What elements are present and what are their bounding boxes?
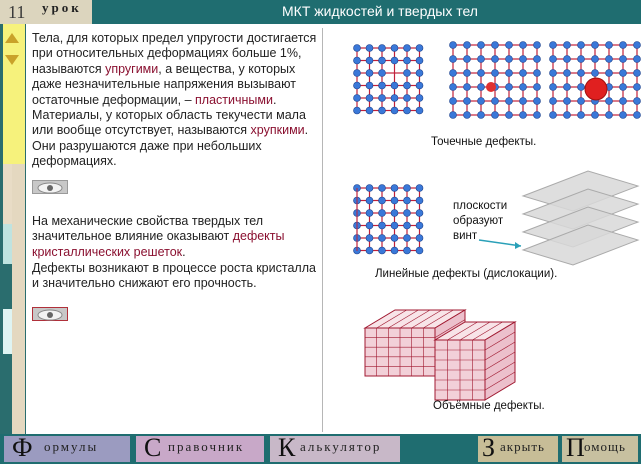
atom xyxy=(506,42,513,49)
atom xyxy=(464,84,471,91)
atom xyxy=(550,112,557,119)
highlighted-term[interactable]: хрупкими xyxy=(250,123,305,138)
atom xyxy=(450,42,457,49)
point-defects-caption: Точечные дефекты. xyxy=(431,136,537,148)
atom xyxy=(366,107,373,114)
atom xyxy=(550,56,557,63)
atom xyxy=(379,235,386,242)
atom xyxy=(606,56,613,63)
calculator-label: алькулятор xyxy=(300,439,382,454)
atom xyxy=(416,45,423,52)
atom xyxy=(620,84,627,91)
atom xyxy=(534,70,541,77)
atom xyxy=(366,247,373,254)
atom xyxy=(366,82,373,89)
atom xyxy=(620,112,627,119)
reference-initial: С xyxy=(144,433,162,462)
atom xyxy=(379,45,386,52)
close-button[interactable] xyxy=(478,433,558,462)
atom xyxy=(534,84,541,91)
atom xyxy=(534,112,541,119)
atom xyxy=(464,70,471,77)
atom xyxy=(620,70,627,77)
atom xyxy=(416,70,423,77)
atom xyxy=(404,197,411,204)
atom xyxy=(464,98,471,105)
atom xyxy=(478,70,485,77)
close-initial: З xyxy=(482,433,496,462)
atom xyxy=(578,98,585,105)
atom xyxy=(416,107,423,114)
atom xyxy=(366,70,373,77)
atom xyxy=(404,107,411,114)
atom xyxy=(564,56,571,63)
atom xyxy=(404,57,411,64)
atom xyxy=(404,95,411,102)
atom xyxy=(416,222,423,229)
reference-label: правочник xyxy=(168,439,245,454)
page-title: МКТ жидкостей и твердых тел xyxy=(282,3,478,19)
atom xyxy=(520,42,527,49)
atom xyxy=(520,70,527,77)
atom xyxy=(379,95,386,102)
formulas-label: ормулы xyxy=(44,439,99,454)
eye-icon[interactable] xyxy=(32,307,68,321)
atom xyxy=(578,112,585,119)
atom xyxy=(492,56,499,63)
atom xyxy=(478,84,485,91)
atom xyxy=(564,84,571,91)
atom xyxy=(404,82,411,89)
calculator-initial: К xyxy=(278,433,296,462)
atom xyxy=(464,56,471,63)
atom xyxy=(506,70,513,77)
paragraph-defects-growth: Дефекты возникают в процессе роста кристалла и значительно снижают его прочность. xyxy=(32,261,316,291)
atom xyxy=(366,235,373,242)
atom xyxy=(492,42,499,49)
screw-label-3: винт xyxy=(453,230,478,242)
atom xyxy=(416,235,423,242)
atom xyxy=(366,45,373,52)
text-fragment: . xyxy=(182,244,186,259)
highlighted-term[interactable]: дефекты кристаллических решеток xyxy=(32,229,285,259)
volume-defects-illustration xyxy=(361,288,541,403)
atom xyxy=(416,197,423,204)
atom xyxy=(416,57,423,64)
formulas-button[interactable] xyxy=(4,433,130,462)
atom xyxy=(354,95,361,102)
help-label: омощь xyxy=(584,439,626,454)
atom xyxy=(464,42,471,49)
atom xyxy=(379,82,386,89)
highlighted-term[interactable]: упругими xyxy=(105,61,159,76)
atom xyxy=(379,247,386,254)
atom xyxy=(366,210,373,217)
atom xyxy=(564,112,571,119)
atom xyxy=(404,210,411,217)
atom xyxy=(450,70,457,77)
help-initial: П xyxy=(566,433,585,462)
volume-defects-caption: Объёмные дефекты. xyxy=(433,400,545,412)
reference-button[interactable] xyxy=(136,433,264,462)
atom xyxy=(391,197,398,204)
atom xyxy=(391,57,398,64)
atom xyxy=(379,222,386,229)
atom xyxy=(391,247,398,254)
screw-label-1: плоскости xyxy=(453,200,508,212)
atom xyxy=(534,42,541,49)
atom xyxy=(492,98,499,105)
lesson-word: урок xyxy=(42,0,82,15)
atom xyxy=(506,84,513,91)
atom xyxy=(520,56,527,63)
atom xyxy=(492,112,499,119)
atom xyxy=(606,98,613,105)
atom xyxy=(478,112,485,119)
atom xyxy=(506,98,513,105)
atom xyxy=(391,222,398,229)
atom xyxy=(578,70,585,77)
atom xyxy=(379,107,386,114)
scroll-up-arrow-icon[interactable] xyxy=(5,33,19,43)
atom xyxy=(391,210,398,217)
atom xyxy=(478,98,485,105)
atom xyxy=(620,56,627,63)
atom xyxy=(550,42,557,49)
atom xyxy=(550,98,557,105)
atom xyxy=(366,185,373,192)
interstitial-atom xyxy=(486,82,496,92)
atom xyxy=(534,56,541,63)
atom xyxy=(404,222,411,229)
atom xyxy=(366,222,373,229)
lesson-number: 11 xyxy=(8,2,26,22)
pointer-arrowhead xyxy=(515,242,521,249)
linear-defects-caption: Линейные дефекты (дислокации). xyxy=(375,268,558,280)
atom xyxy=(450,112,457,119)
atom xyxy=(564,70,571,77)
atom xyxy=(520,98,527,105)
atom xyxy=(404,70,411,77)
atom xyxy=(492,70,499,77)
atom xyxy=(404,247,411,254)
highlighted-term[interactable]: пластичными xyxy=(195,92,273,107)
figures-panel xyxy=(322,28,637,432)
atom xyxy=(464,112,471,119)
atom xyxy=(634,98,641,105)
atom xyxy=(391,235,398,242)
lesson-indicator xyxy=(0,0,92,24)
atom xyxy=(379,70,386,77)
atom xyxy=(391,95,398,102)
pointer-line xyxy=(479,240,521,246)
atom xyxy=(379,185,386,192)
atom xyxy=(366,95,373,102)
atom xyxy=(606,112,613,119)
atom xyxy=(634,84,641,91)
atom xyxy=(379,57,386,64)
atom xyxy=(354,57,361,64)
atom xyxy=(416,185,423,192)
atom xyxy=(634,56,641,63)
atom xyxy=(366,197,373,204)
atom xyxy=(564,98,571,105)
block-group xyxy=(365,310,515,400)
text-fragment: . Материалы, у которых область текучести мала или вообще отсутствует, называются xyxy=(32,92,306,138)
atom xyxy=(520,112,527,119)
atom xyxy=(620,98,627,105)
atom xyxy=(550,84,557,91)
atom xyxy=(391,82,398,89)
text-fragment: , а вещества, у которых даже незначительные напряжения вызывают остаточные деформации, – xyxy=(32,61,296,107)
substitution-atom xyxy=(585,78,607,100)
atom xyxy=(404,45,411,52)
atom xyxy=(620,42,627,49)
atom xyxy=(366,57,373,64)
text-panel xyxy=(28,28,320,432)
atom xyxy=(506,56,513,63)
paragraph-defects-intro xyxy=(32,214,317,260)
atom xyxy=(478,42,485,49)
atom xyxy=(391,185,398,192)
text-fragment: На механические свойства твердых тел значительное влияние оказывают xyxy=(32,214,264,244)
atom xyxy=(606,42,613,49)
atom xyxy=(592,70,599,77)
atom xyxy=(578,84,585,91)
atom xyxy=(592,42,599,49)
atom xyxy=(634,42,641,49)
atom xyxy=(606,70,613,77)
text-fragment: . Они разрушаются даже при небольших деформациях. xyxy=(32,123,309,169)
atom xyxy=(391,107,398,114)
help-button[interactable] xyxy=(562,433,638,462)
atom xyxy=(578,56,585,63)
atom xyxy=(379,210,386,217)
atom xyxy=(592,56,599,63)
atom xyxy=(416,210,423,217)
atom xyxy=(450,84,457,91)
formulas-initial: Ф xyxy=(12,433,33,462)
calculator-button[interactable] xyxy=(270,433,400,462)
atom xyxy=(634,70,641,77)
atom xyxy=(404,235,411,242)
atom xyxy=(450,56,457,63)
close-label: акрыть xyxy=(500,439,545,454)
point-defects-illustration xyxy=(353,40,641,145)
paragraph-elasticity xyxy=(32,31,317,170)
atom xyxy=(354,82,361,89)
atom xyxy=(578,42,585,49)
atom xyxy=(354,45,361,52)
atom xyxy=(416,82,423,89)
atom xyxy=(634,112,641,119)
atom xyxy=(550,70,557,77)
atom xyxy=(354,107,361,114)
screw-label-2: образуют xyxy=(453,215,504,227)
eye-icon[interactable] xyxy=(32,180,68,194)
atom xyxy=(404,185,411,192)
atom xyxy=(416,247,423,254)
atom xyxy=(416,95,423,102)
atom xyxy=(506,112,513,119)
atom xyxy=(520,84,527,91)
atom xyxy=(564,42,571,49)
atom xyxy=(391,45,398,52)
left-color-strip xyxy=(0,24,26,434)
text-fragment: Тела, для которых предел упругости достигается при относительных деформациях больше 1%, называются xyxy=(32,31,317,76)
atom xyxy=(450,98,457,105)
atom xyxy=(478,56,485,63)
atom xyxy=(534,98,541,105)
atom xyxy=(592,112,599,119)
atom xyxy=(379,197,386,204)
atom xyxy=(354,70,361,77)
scroll-down-arrow-icon[interactable] xyxy=(5,55,19,65)
